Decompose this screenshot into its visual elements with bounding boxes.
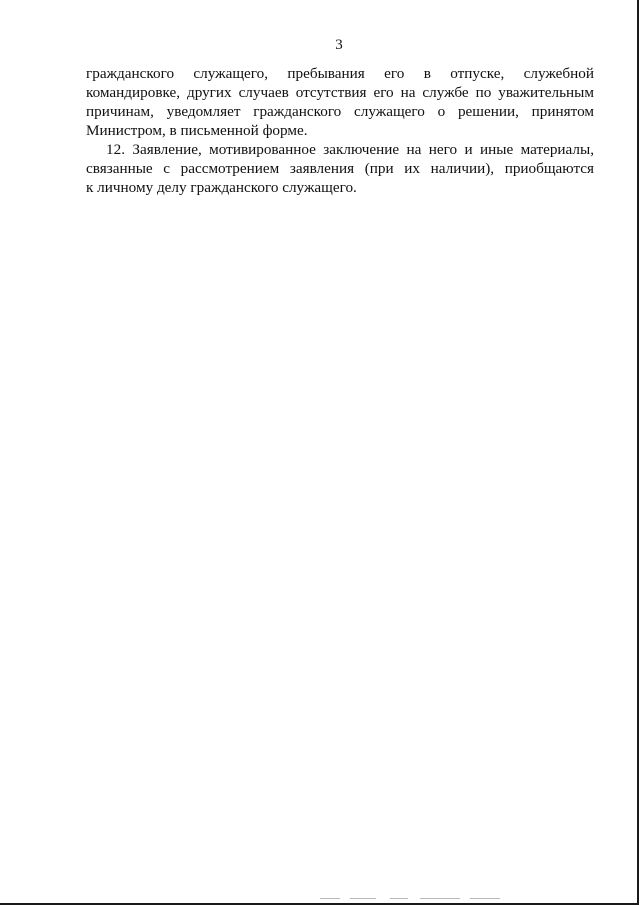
text-line: 12. Заявление, мотивированное заключение на него и иные материалы,: [106, 141, 594, 158]
paragraph-12: [86, 140, 594, 197]
text-line: связанные с рассмотрением заявления (при их наличии), приобщаются: [86, 160, 594, 177]
paragraph-continued: [86, 64, 594, 140]
document-body: [86, 64, 594, 197]
page-number: 3: [335, 37, 343, 53]
text-line: командировке, других случаев отсутствия его на службе по уважительным: [86, 84, 594, 101]
text-line: причинам, уведомляет гражданского служащего о решении, принятом: [86, 103, 594, 120]
text-line: к личному делу гражданского служащего.: [86, 179, 357, 196]
text-line: гражданского служащего, пребывания его в отпуске, служебной: [86, 65, 594, 82]
scan-artifact-marks: [320, 898, 520, 900]
text-line: Министром, в письменной форме.: [86, 122, 308, 139]
